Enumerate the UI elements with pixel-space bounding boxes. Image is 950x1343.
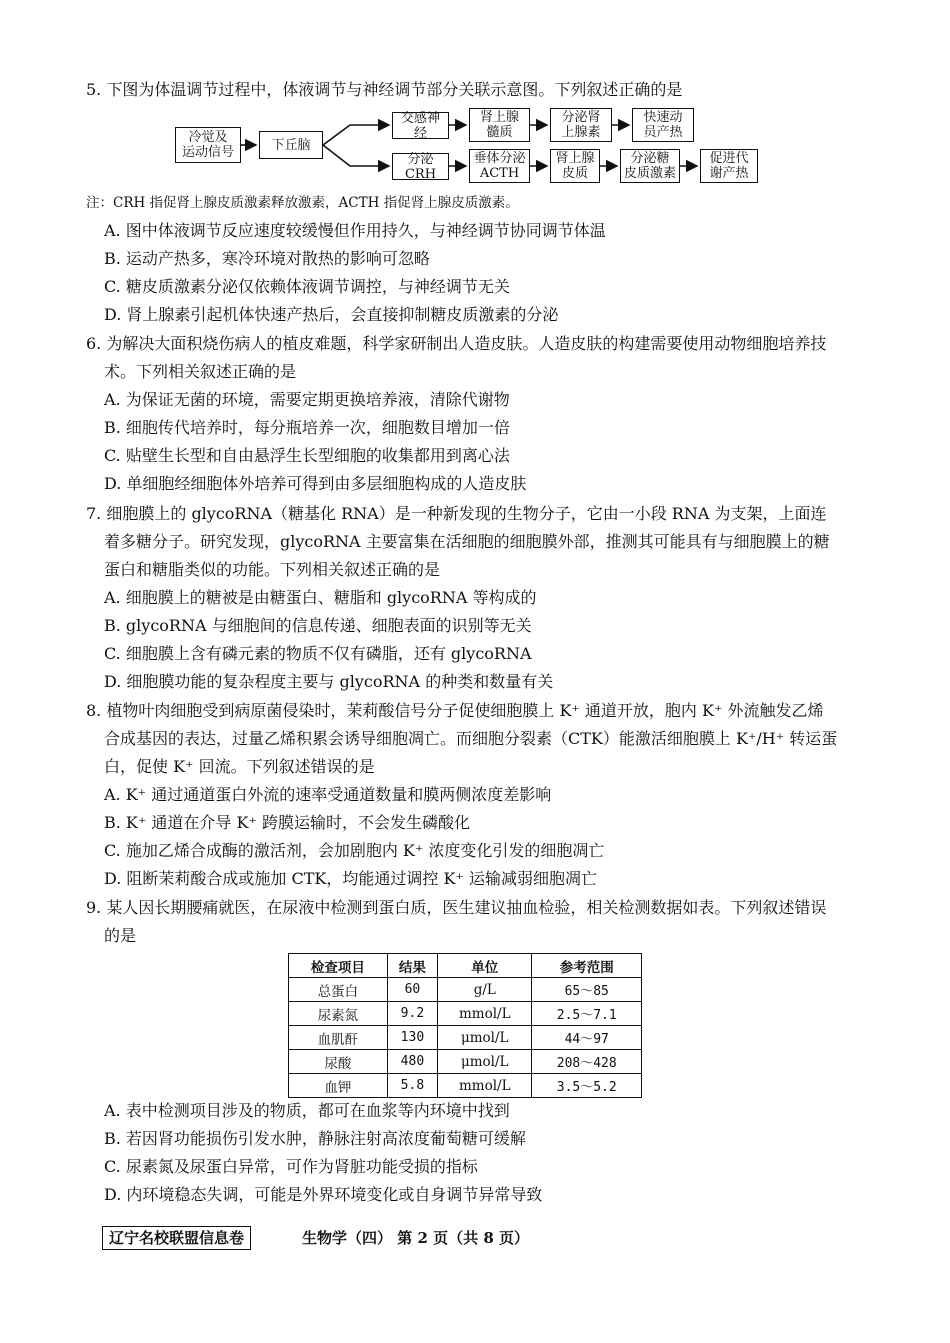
table-cell: 5.8 <box>387 1074 437 1098</box>
diagram-node-label: 快速动 员产热 <box>643 110 683 140</box>
diagram-node-label: 肾上腺 皮质 <box>555 151 595 181</box>
question-5-stem: 5. 下图为体温调节过程中，体液调节与神经调节部分关联示意图。下列叙述正确的是 <box>86 80 683 99</box>
question-7-option-a: A. 细胞膜上的糖被是由糖蛋白、糖脂和 glycoRNA 等构成的 <box>104 588 537 607</box>
diagram-node-adrenal-cortex <box>550 149 600 183</box>
table-cell: mmol/L <box>438 1074 532 1098</box>
table-cell: 480 <box>387 1050 437 1074</box>
question-9-options <box>86 1097 838 1209</box>
table-row <box>289 1050 642 1074</box>
table-cell: 9.2 <box>387 1002 437 1026</box>
diagram-node-start-label: 冷觉及 运动信号 <box>181 130 234 160</box>
diagram-node-label: 交感神经 <box>400 110 440 141</box>
table-cell: g/L <box>438 978 532 1002</box>
table-header: 单位 <box>438 954 532 978</box>
question-8 <box>86 697 838 893</box>
diagram-node-label: 分泌肾 上腺素 <box>561 110 601 140</box>
table-row <box>289 1026 642 1050</box>
diagram-node-sympathetic <box>392 112 449 139</box>
diagram-node-hypothalamus-label: 下丘脑 <box>271 137 311 153</box>
question-7-stem: 7. 细胞膜上的 glycoRNA（糖基化 RNA）是一种新发现的生物分子，它由一小段 RNA 为支架，上面连着多糖分子。研究发现，glycoRNA 主要富集在活细胞的细胞膜外部，推测其可能具有与细胞膜上的糖蛋白和糖脂类似的功能。下列相关叙述正确的是 <box>86 504 830 579</box>
diagram-node-label: 分泌CRH <box>404 151 437 182</box>
table-row <box>289 978 642 1002</box>
question-6-option-b: B. 细胞传代培养时，每分瓶培养一次，细胞数目增加一倍 <box>104 418 510 437</box>
question-5-body <box>86 189 838 329</box>
diagram-node-label: 促进代 谢产热 <box>709 151 749 181</box>
question-9-option-b: B. 若因肾功能损伤引发水肿，静脉注射高浓度葡萄糖可缓解 <box>104 1129 526 1148</box>
question-7-option-d: D. 细胞膜功能的复杂程度主要与 glycoRNA 的种类和数量有关 <box>104 672 554 691</box>
table-cell: mmol/L <box>438 1002 532 1026</box>
table-cell: 44～97 <box>532 1026 642 1050</box>
question-5-option-c: C. 糖皮质激素分泌仅依赖体液调节调控，与神经调节无关 <box>104 277 510 296</box>
diagram-node-metabolic-heat <box>700 149 758 183</box>
table-header-row <box>289 954 642 978</box>
question-6-option-c: C. 贴壁生长型和自由悬浮生长型细胞的收集都用到离心法 <box>104 446 510 465</box>
table-cell: μmol/L <box>438 1026 532 1050</box>
table-header: 参考范围 <box>532 954 642 978</box>
page-footer <box>102 1226 802 1252</box>
table-cell: 60 <box>387 978 437 1002</box>
table-header: 检查项目 <box>289 954 388 978</box>
question-8-stem: 8. 植物叶肉细胞受到病原菌侵染时，茉莉酸信号分子促使细胞膜上 K⁺ 通道开放，胞内 K⁺ 外流触发乙烯合成基因的表达，过量乙烯积累会诱导细胞凋亡。而细胞分裂素（CTK）能激活细胞膜上 K⁺/H⁺ 转运蛋白，促使 K⁺ 回流。下列叙述错误的是 <box>86 701 838 776</box>
question-5-option-b: B. 运动产热多，寒冷环境对散热的影响可忽略 <box>104 249 430 268</box>
table-cell: 65～85 <box>532 978 642 1002</box>
question-6-option-d: D. 单细胞经细胞体外培养可得到由多层细胞构成的人造皮肤 <box>104 474 527 493</box>
question-7-option-c: C. 细胞膜上含有磷元素的物质不仅有磷脂，还有 glycoRNA <box>104 644 532 663</box>
table-cell: 血肌酐 <box>289 1026 388 1050</box>
table-cell: 3.5～5.2 <box>532 1074 642 1098</box>
question-7 <box>86 500 838 696</box>
table-cell: 总蛋白 <box>289 978 388 1002</box>
diagram-node-adrenal-medulla <box>469 108 530 142</box>
diagram-node-crh <box>392 153 449 180</box>
diagram-node-label: 垂体分泌 ACTH <box>473 151 526 181</box>
question-5-option-a: A. 图中体液调节反应速度较缓慢但作用持久，与神经调节协同调节体温 <box>104 221 606 240</box>
blood-test-table <box>288 953 642 1098</box>
table-header: 结果 <box>387 954 437 978</box>
diagram-node-label: 分泌糖 皮质激素 <box>623 151 676 181</box>
question-9-option-c: C. 尿素氮及尿蛋白异常，可作为肾脏功能受损的指标 <box>104 1157 478 1176</box>
table-row <box>289 1002 642 1026</box>
question-9-stem: 9. 某人因长期腰痛就医，在尿液中检测到蛋白质，医生建议抽血检验，相关检测数据如表。下列叙述错误的是 <box>86 898 827 945</box>
question-8-option-d: D. 阻断茉莉酸合成或施加 CTK，均能通过调控 K⁺ 运输减弱细胞凋亡 <box>104 869 597 888</box>
question-8-option-b: B. K⁺ 通道在介导 K⁺ 跨膜运输时，不会发生磷酸化 <box>104 813 470 832</box>
question-6-stem: 6. 为解决大面积烧伤病人的植皮难题，科学家研制出人造皮肤。人造皮肤的构建需要使用动物细胞培养技术。下列相关叙述正确的是 <box>86 334 827 381</box>
table-cell: 130 <box>387 1026 437 1050</box>
question-5-note: 注：CRH 指促肾上腺皮质激素释放激素，ACTH 指促肾上腺皮质激素。 <box>86 195 519 211</box>
arrow-to-sympathetic <box>323 125 389 145</box>
table-cell: 208～428 <box>532 1050 642 1074</box>
table-cell: 2.5～7.1 <box>532 1002 642 1026</box>
diagram-node-rapid-heat <box>632 108 694 142</box>
question-9 <box>86 894 838 950</box>
question-5-option-d: D. 肾上腺素引起机体快速产热后，会直接抑制糖皮质激素的分泌 <box>104 305 559 324</box>
diagram-node-glucocorticoid <box>620 149 680 183</box>
diagram-node-start <box>175 127 241 163</box>
diagram-node-acth <box>469 149 530 183</box>
question-7-option-b: B. glycoRNA 与细胞间的信息传递、细胞表面的识别等无关 <box>104 616 532 635</box>
question-9-option-a: A. 表中检测项目涉及的物质，都可在血浆等内环境中找到 <box>104 1101 510 1120</box>
table-cell: 尿素氮 <box>289 1002 388 1026</box>
arrow-to-crh <box>323 145 389 166</box>
table-cell: 血钾 <box>289 1074 388 1098</box>
question-6-option-a: A. 为保证无菌的环境，需要定期更换培养液，清除代谢物 <box>104 390 510 409</box>
page-number: 生物学（四） 第 2 页（共 8 页） <box>302 1229 529 1247</box>
diagram-node-adrenaline <box>550 108 612 142</box>
question-6 <box>86 330 838 498</box>
table-row <box>289 1074 642 1098</box>
table-cell: μmol/L <box>438 1050 532 1074</box>
question-9-option-d: D. 内环境稳态失调，可能是外界环境变化或自身调节异常导致 <box>104 1185 543 1204</box>
question-8-option-c: C. 施加乙烯合成酶的激活剂，会加剧胞内 K⁺ 浓度变化引发的细胞凋亡 <box>104 841 605 860</box>
exam-brand: 辽宁名校联盟信息卷 <box>102 1226 251 1250</box>
table-cell: 尿酸 <box>289 1050 388 1074</box>
question-8-option-a: A. K⁺ 通过通道蛋白外流的速率受通道数量和膜两侧浓度差影响 <box>104 785 552 804</box>
diagram-node-label: 肾上腺 髓质 <box>479 110 519 140</box>
diagram-node-hypothalamus <box>259 131 323 159</box>
